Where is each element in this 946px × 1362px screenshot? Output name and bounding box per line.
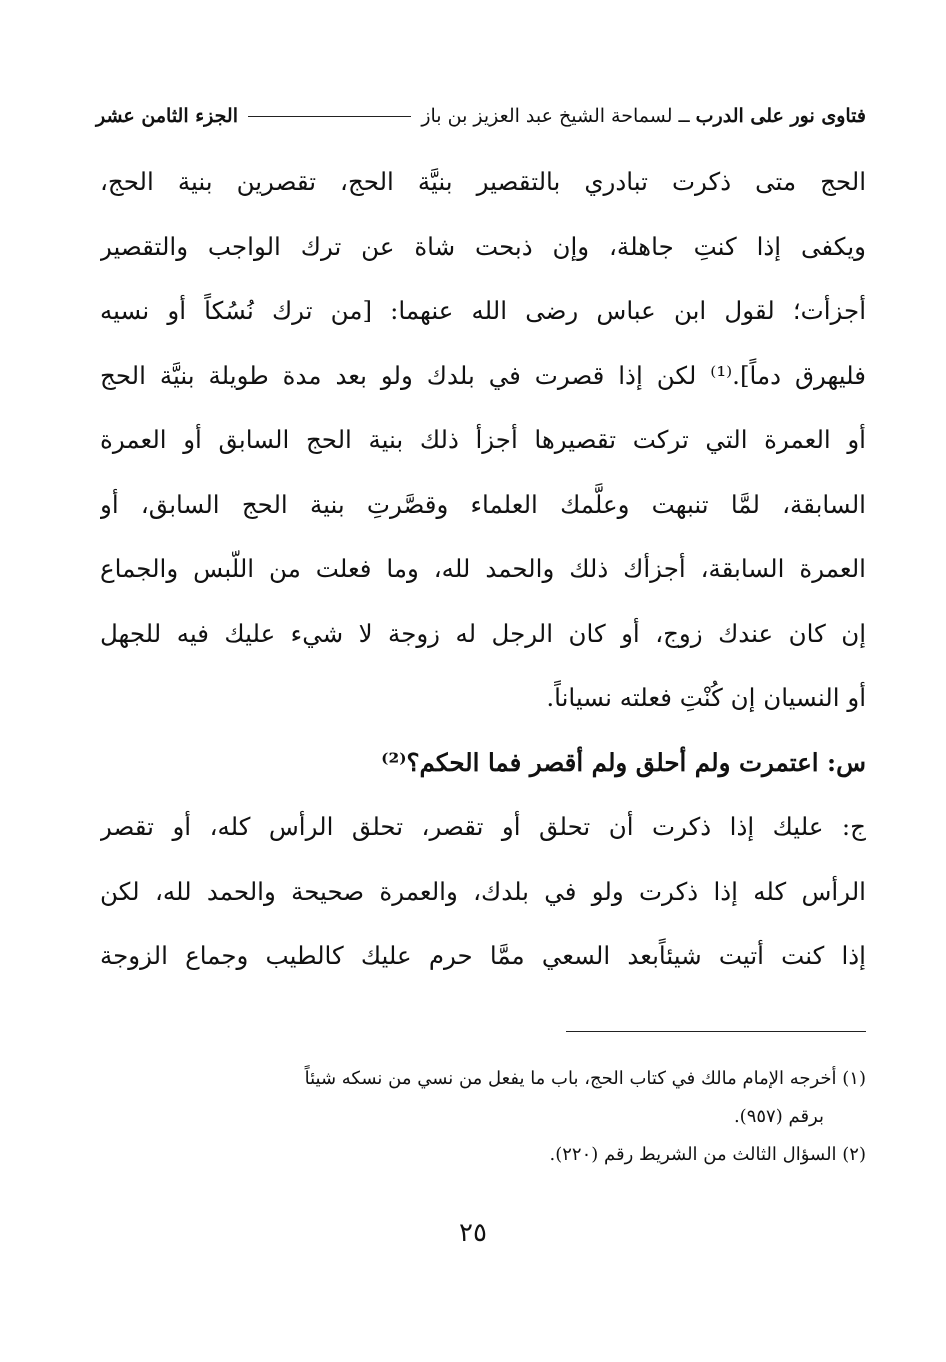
answer-line: الرأس كله إذا ذكرت ولو في بلدك، والعمرة صحيحة والحمد لله، لكن [100, 876, 866, 906]
footnote-2: (٢) السؤال الثالث من الشريط رقم (٢٢٠). [549, 1144, 866, 1165]
answer-line: ج: عليك إذا ذكرت أن تحلق أو تقصر، تحلق الرأس كله، أو تقصر [100, 812, 866, 841]
answer-line: إذا كنت أتيت شيئاًبعد السعي ممَّا حرم عليك كالطيب وجماع الزوجة [100, 941, 866, 970]
series-title: فتاوى نور على الدرب [695, 105, 866, 127]
text-line: الحج متى ذكرت تبادري بالتقصير بنيَّة الحج، تقصرين بنية الحج، [100, 167, 866, 196]
main-text [100, 150, 866, 989]
volume-part: الجزء الثامن عشر [96, 105, 238, 127]
text-line: السابقة، لمَّا تنبهت وعلَّمك العلماء وقصَّرتِ بنية الحج السابق، أو [100, 489, 866, 519]
footnote-divider [566, 1031, 866, 1032]
text-line: ويكفى إذا كنتِ جاهلة، وإن ذبحت شاة عن ترك الواجب والتقصير [100, 231, 866, 261]
page-number: ٢٥ [459, 1218, 487, 1248]
text-line: أجزأت؛ لقول ابن عباس رضى الله عنهما: [من ترك نُسُكاً أو نسيه [100, 296, 866, 325]
question-heading: س: اعتمرت ولم أحلق ولم أقصر فما الحكم؟⁽²⁾ [381, 747, 866, 777]
header-separator: ــ [678, 105, 690, 127]
text-line: إن كان عندك زوج، أو كان الرجل له زوجة لا شيء عليك فيه للجهل [100, 618, 866, 648]
footnote-1-continuation: برقم (٩٥٧). [733, 1106, 824, 1127]
header-rule [248, 116, 411, 117]
text-line: أو النسيان إن كُنْتِ فعلته نسياناً. [546, 683, 866, 712]
footnotes [100, 1060, 866, 1174]
author-name: لسماحة الشيخ عبد العزيز بن باز [421, 105, 673, 127]
running-header [96, 96, 866, 136]
text-line: أو العمرة التي تركت تقصيرها أجزأ ذلك بنية الحج السابق أو العمرة [100, 425, 866, 454]
text-line: فليهرق دماً].⁽¹⁾ لكن إذا قصرت في بلدك ولو بعد مدة طويلة بنيَّة الحج [100, 360, 866, 390]
footnote-1: (١) أخرجه الإمام مالك في كتاب الحج، باب ما يفعل من نسي من نسكه شيئاً [304, 1068, 866, 1089]
text-line: العمرة السابقة، أجزأك ذلك والحمد لله، وما فعلت من اللّبس والجماع [100, 554, 866, 583]
